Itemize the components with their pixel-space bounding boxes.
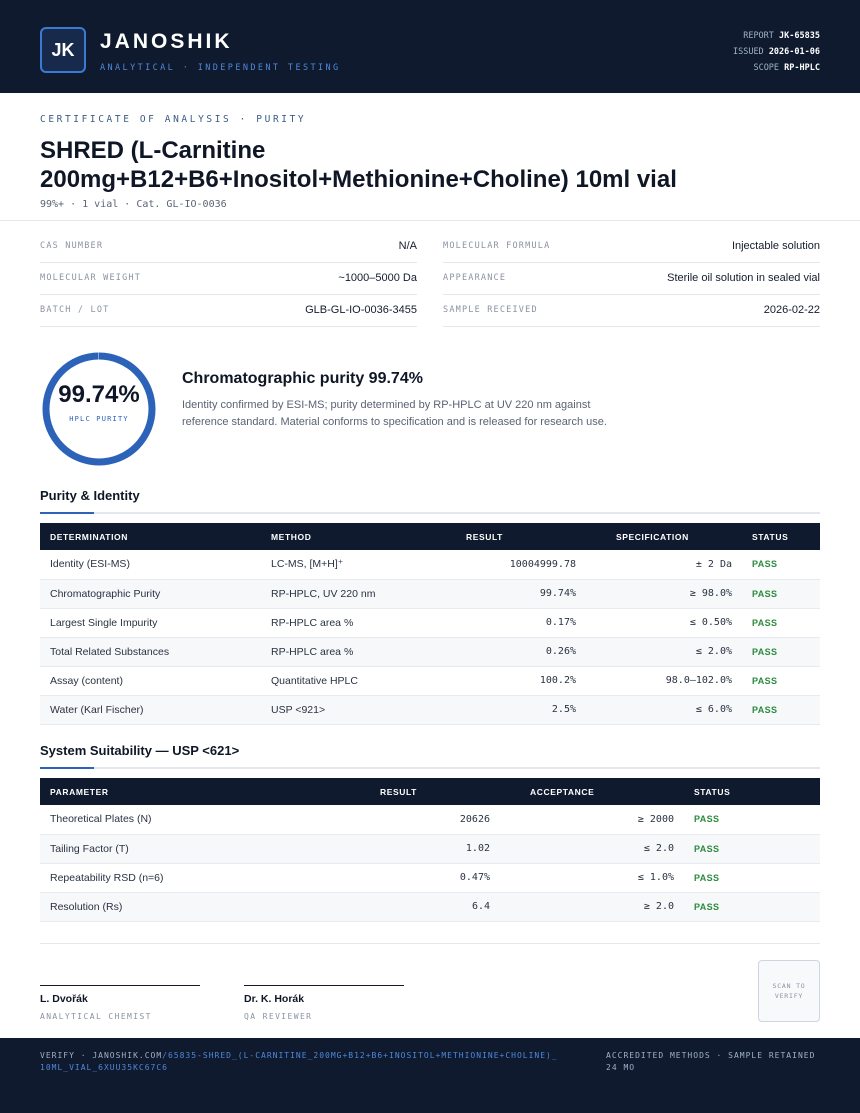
prop-appearance [443, 263, 820, 295]
prop-value: GLB-GL-IO-0036-3455 [305, 304, 417, 316]
table-cell: Identity (ESI-MS) [40, 550, 261, 579]
table-cell: ≤ 6.0% [586, 695, 742, 724]
table-cell: ≤ 1.0% [500, 863, 684, 892]
purity-label: HPLC PURITY [69, 415, 129, 423]
table-cell: Total Related Substances [40, 637, 261, 666]
table-cell: 0.26% [426, 637, 586, 666]
col-header: SPECIFICATION [586, 523, 742, 550]
status-badge: PASS [742, 666, 820, 695]
col-header: DETERMINATION [40, 523, 261, 550]
report-meta [733, 28, 820, 76]
table-row [40, 695, 820, 724]
section-title-system-suitability: System Suitability — USP <621> [40, 743, 240, 758]
table-cell: 2.5% [426, 695, 586, 724]
prop-label: MOLECULAR WEIGHT [40, 273, 142, 283]
table-row [40, 805, 820, 834]
status-badge: PASS [684, 805, 820, 834]
prop-value: 2026-02-22 [763, 304, 820, 316]
table-row [40, 608, 820, 637]
signature-role: ANALYTICAL CHEMIST [40, 1012, 152, 1021]
table-cell: 0.17% [426, 608, 586, 637]
prop-cas-number [40, 231, 417, 263]
table-cell: Tailing Factor (T) [40, 834, 330, 863]
col-header: PARAMETER [40, 778, 330, 805]
signature-name: L. Dvořák [40, 993, 88, 1005]
status-badge: PASS [742, 695, 820, 724]
table-cell: Largest Single Impurity [40, 608, 261, 637]
signature-role: QA REVIEWER [244, 1012, 313, 1021]
status-badge: PASS [742, 579, 820, 608]
signature-line [40, 985, 200, 986]
table-cell: Water (Karl Fischer) [40, 695, 261, 724]
table-cell: Quantitative HPLC [261, 666, 426, 695]
purity-summary-text: Identity confirmed by ESI-MS; purity determined by RP-HPLC at UV 220 nm against reference standard. Material conforms to specification and is released for research use. [182, 399, 607, 428]
product-title [40, 136, 820, 194]
purity-value: 99.74% [58, 381, 140, 408]
table-row [40, 863, 820, 892]
report-header [0, 0, 860, 93]
signature-name: Dr. K. Horák [244, 993, 305, 1005]
table-cell: Assay (content) [40, 666, 261, 695]
table-cell: ≤ 0.50% [586, 608, 742, 637]
meta-report: REPORT JK-65835 [743, 31, 820, 41]
table-cell: 1.02 [330, 834, 500, 863]
table-row [40, 666, 820, 695]
table-row [40, 834, 820, 863]
status-badge: PASS [742, 550, 820, 579]
table-cell: ≥ 98.0% [586, 579, 742, 608]
brand-logo: JK [40, 27, 86, 73]
meta-scope: SCOPE RP-HPLC [753, 63, 820, 73]
table-cell: Resolution (Rs) [40, 892, 330, 921]
table-cell: ≥ 2000 [500, 805, 684, 834]
section-rule-accent [40, 512, 94, 514]
prop-label: CAS NUMBER [40, 241, 104, 251]
table-row [40, 550, 820, 579]
col-header: ACCEPTANCE [500, 778, 684, 805]
status-badge: PASS [684, 892, 820, 921]
verify-prefix: VERIFY · JANOSHIK.COM [40, 1051, 163, 1060]
brand-name: JANOSHIK [100, 30, 233, 53]
table-cell: 99.74% [426, 579, 586, 608]
status-badge: PASS [742, 608, 820, 637]
signature-divider [40, 943, 820, 944]
prop-batch-lot [40, 295, 417, 327]
table-cell: Repeatability RSD (n=6) [40, 863, 330, 892]
col-header: RESULT [426, 523, 586, 550]
col-header: STATUS [684, 778, 820, 805]
prop-value: N/A [398, 240, 417, 252]
verify-link[interactable] [40, 1050, 560, 1074]
section-rule-accent [40, 767, 94, 769]
verify-url-path[interactable]: /65835-SHRED_(L-CARNITINE_200MG+B12+B6+INOSITOL+METHIONINE+CHOLINE)_10ML_VIAL_6XUU35KC67C6 [40, 1051, 558, 1072]
table-cell: ± 2 Da [586, 550, 742, 579]
table-cell: RP-HPLC, UV 220 nm [261, 579, 426, 608]
prop-label: MOLECULAR FORMULA [443, 241, 551, 251]
status-badge: PASS [742, 637, 820, 666]
system-suitability-table [40, 778, 820, 922]
table-row [40, 637, 820, 666]
signature-line [244, 985, 404, 986]
prop-value: ~1000–5000 Da [338, 272, 417, 284]
col-header: RESULT [330, 778, 500, 805]
prop-sample-received [443, 295, 820, 327]
table-cell: 0.47% [330, 863, 500, 892]
table-cell: RP-HPLC area % [261, 608, 426, 637]
table-cell: ≥ 2.0 [500, 892, 684, 921]
table-cell: LC-MS, [M+H]⁺ [261, 550, 426, 579]
prop-molecular-formula [443, 231, 820, 263]
section-rule [40, 767, 820, 769]
product-subtitle: 99%+ · 1 vial · Cat. GL-IO-0036 [40, 199, 227, 210]
prop-label: SAMPLE RECEIVED [443, 305, 538, 315]
table-cell: Chromatographic Purity [40, 579, 261, 608]
table-row [40, 892, 820, 921]
product-title-line1: SHRED (L-Carnitine [40, 137, 266, 164]
section-rule [40, 512, 820, 514]
meta-issued: ISSUED 2026-01-06 [732, 47, 820, 57]
table-header-row [40, 778, 820, 805]
prop-value: Injectable solution [731, 240, 820, 252]
brand-tagline: ANALYTICAL · INDEPENDENT TESTING [100, 63, 341, 73]
table-cell: ≤ 2.0% [586, 637, 742, 666]
prop-label: APPEARANCE [443, 273, 507, 283]
table-cell: 10004999.78 [426, 550, 586, 579]
table-cell: USP <921> [261, 695, 426, 724]
table-cell: ≤ 2.0 [500, 834, 684, 863]
certificate-label: CERTIFICATE OF ANALYSIS · PURITY [40, 114, 307, 125]
purity-ring-arc [46, 356, 152, 462]
table-cell: 100.2% [426, 666, 586, 695]
purity-identity-table [40, 523, 820, 725]
purity-summary-title: Chromatographic purity 99.74% [182, 370, 423, 387]
prop-molecular-weight [40, 263, 417, 295]
table-cell: 6.4 [330, 892, 500, 921]
table-cell: Theoretical Plates (N) [40, 805, 330, 834]
title-divider [0, 220, 860, 221]
product-title-line2: 200mg+B12+B6+Inositol+Methionine+Choline) 10ml vial [40, 166, 677, 193]
prop-label: BATCH / LOT [40, 305, 110, 315]
table-cell: 98.0–102.0% [586, 666, 742, 695]
status-badge: PASS [684, 863, 820, 892]
purity-ring [40, 350, 158, 468]
verify-qr-code[interactable]: SCAN TO VERIFY [758, 960, 820, 1022]
table-row [40, 579, 820, 608]
table-cell: 20626 [330, 805, 500, 834]
col-header: METHOD [261, 523, 426, 550]
section-title-purity-identity: Purity & Identity [40, 488, 140, 503]
prop-value: Sterile oil solution in sealed vial [667, 272, 820, 284]
table-cell: RP-HPLC area % [261, 637, 426, 666]
col-header: STATUS [742, 523, 820, 550]
table-header-row [40, 523, 820, 550]
report-footer [0, 1038, 860, 1113]
footer-note: ACCREDITED METHODS · SAMPLE RETAINED 24 MO [606, 1051, 816, 1072]
status-badge: PASS [684, 834, 820, 863]
